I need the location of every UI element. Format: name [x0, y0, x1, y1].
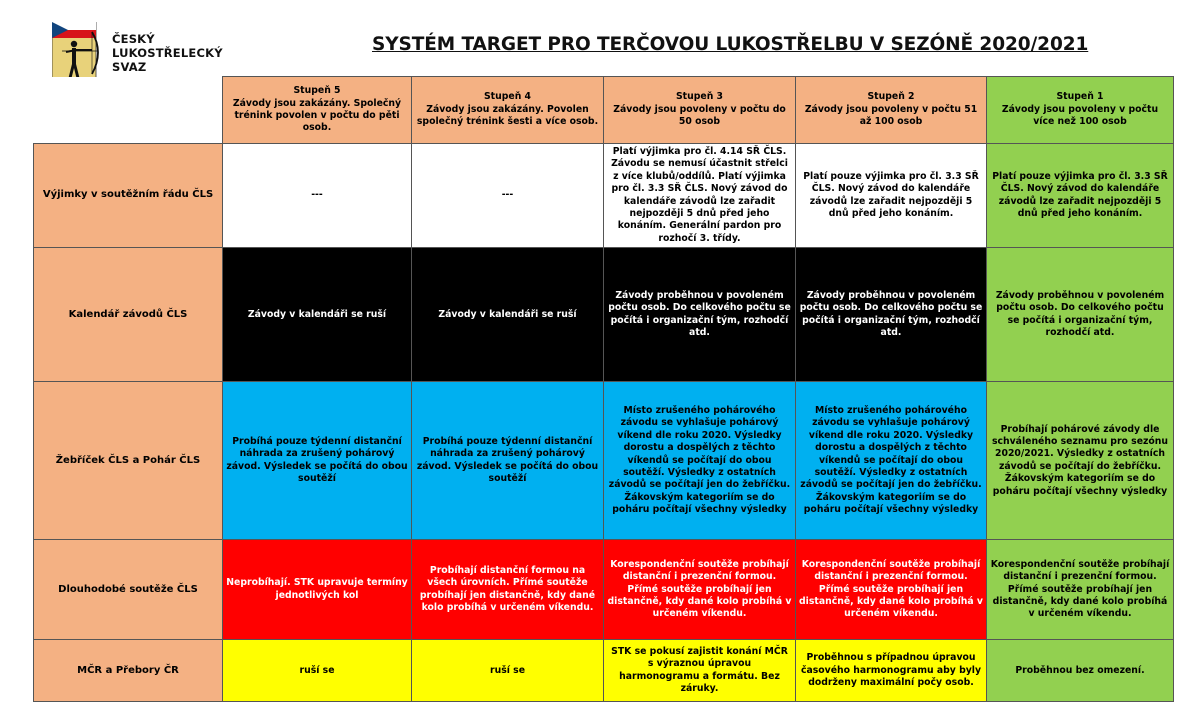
stage-2-header: [796, 77, 987, 144]
cell-champ-stage-2: Proběhnou s případnou úpravou časového harmonogramu aby byly dodrženy maximální počy osob.: [796, 640, 987, 702]
stage-5-header: [223, 77, 412, 144]
target-system-table: [33, 76, 1174, 702]
stage-1-title: Stupeň 1: [1056, 91, 1104, 103]
cell-champ-stage-1: Proběhnou bez omezení.: [987, 640, 1174, 702]
cell-ranking-stage-4: Probíhá pouze týdenní distanční náhrada za zrušený pohárový závod. Výsledek se počítá do obou soutěží: [412, 382, 604, 540]
stage-1-desc: Závody jsou povoleny v počtu více než 100 osob: [1001, 103, 1159, 128]
table-row: [34, 540, 1174, 640]
cell-longterm-stage-2: Korespondenční soutěže probíhají distanční i prezenční formou. Přímé soutěže probíhají jen distančně, kdy dané kolo probíhá v určeném víkendu.: [796, 540, 987, 640]
cell-champ-stage-3: STK se pokusí zajistit konání MČR s výraznou úpravou harmonogramu a formátu. Bez záruky.: [604, 640, 796, 702]
stage-3-desc: Závody jsou povoleny v počtu do 50 osob: [613, 103, 786, 128]
cell-longterm-stage-3: Korespondenční soutěže probíhají distanční i prezenční formou. Přímé soutěže probíhají jen distančně, kdy dané kolo probíhá v určeném víkendu.: [604, 540, 796, 640]
cell-ranking-stage-1: Probíhají pohárové závody dle schváleného seznamu pro sezónu 2020/2021. Výsledky z ostatních závodů se počítají do žebříčku. Žákovským kategoriím se do poháru počítají všechny výsledky: [987, 382, 1174, 540]
page-title: SYSTÉM TARGET PRO TERČOVOU LUKOSTŘELBU V SEZÓNĚ 2020/2021: [372, 34, 1089, 55]
table-row: [34, 382, 1174, 540]
header-row: [34, 77, 1174, 144]
stage-3-header: [604, 77, 796, 144]
cell-calendar-stage-5: Závody v kalendáři se ruší: [223, 248, 412, 382]
row-label-ranking-cup: Žebříček ČLS a Pohár ČLS: [34, 382, 223, 540]
row-label-calendar: Kalendář závodů ČLS: [34, 248, 223, 382]
stage-1-header: [987, 77, 1174, 144]
cell-longterm-stage-4: Probíhají distanční formou na všech úrovních. Přímé soutěže probíhají jen distančně, kdy dané kolo probíhá v určeném víkendu.: [412, 540, 604, 640]
stage-4-header: [412, 77, 604, 144]
cell-longterm-stage-5: Neprobíhají. STK upravuje termíny jednotlivých kol: [223, 540, 412, 640]
table-row: [34, 144, 1174, 248]
row-label-championships: MČR a Přebory ČR: [34, 640, 223, 702]
cell-calendar-stage-3: Závody proběhnou v povoleném počtu osob. Do celkového počtu se počítá i organizační tým, rozhodčí atd.: [604, 248, 796, 382]
cell-exceptions-stage-4: ---: [412, 144, 604, 248]
csls-logo: [52, 22, 112, 84]
cell-calendar-stage-2: Závody proběhnou v povoleném počtu osob. Do celkového počtu se počítá i organizační tým, rozhodčí atd.: [796, 248, 987, 382]
cell-ranking-stage-5: Probíhá pouze týdenní distanční náhrada za zrušený pohárový závod. Výsledek se počítá do obou soutěží: [223, 382, 412, 540]
table-row: [34, 248, 1174, 382]
cell-exceptions-stage-1: Platí pouze výjimka pro čl. 3.3 SŘ ČLS. Nový závod do kalendáře závodů lze zařadit nejpozději 5 dnů před jeho konáním.: [987, 144, 1174, 248]
stage-2-desc: Závody jsou povoleny v počtu 51 až 100 osob: [804, 103, 978, 128]
table-row: [34, 640, 1174, 702]
cell-exceptions-stage-2: Platí pouze výjimka pro čl. 3.3 SŘ ČLS. Nový závod do kalendáře závodů lze zařadit nejpozději 5 dnů před jeho konáním.: [796, 144, 987, 248]
cell-ranking-stage-2: Místo zrušeného pohárového závodu se vyhlašuje pohárový víkend dle roku 2020. Výsledky dorostu a dospělých z těchto víkendů se počítají do obou soutěží. Výsledky z ostatních závodů se počítají jen do žebříčku. Žákovským kategoriím se do poháru počítají všechny výsledky: [796, 382, 987, 540]
cell-champ-stage-5: ruší se: [223, 640, 412, 702]
cell-exceptions-stage-5: ---: [223, 144, 412, 248]
cell-champ-stage-4: ruší se: [412, 640, 604, 702]
org-name-line-2: LUKOSTŘELECKÝ: [112, 46, 223, 60]
row-label-exceptions: Výjimky v soutěžním řádu ČLS: [34, 144, 223, 248]
stage-4-title: Stupeň 4: [483, 91, 532, 103]
cell-ranking-stage-3: Místo zrušeného pohárového závodu se vyhlašuje pohárový víkend dle roku 2020. Výsledky dorostu a dospělých z těchto víkendů se počítají do obou soutěží. Výsledky z ostatních závodů se počítají jen do žebříčku. Žákovským kategoriím se do poháru počítají všechny výsledky: [604, 382, 796, 540]
cell-exceptions-stage-3: Platí výjimka pro čl. 4.14 SŘ ČLS. Závodu se nemusí účastnit střelci z více klubů/oddílů. Platí výjimka pro čl. 3.3 SŘ ČLS. Nový závod do kalendáře závodů lze zařadit nejpozději 5 dnů před jeho konáním. Generální pardon pro rozhočí 3. třídy.: [604, 144, 796, 248]
org-name-line-1: ČESKÝ: [112, 32, 155, 46]
row-label-long-term: Dlouhodobé soutěže ČLS: [34, 540, 223, 640]
org-name-line-3: SVAZ: [112, 60, 147, 74]
stage-4-desc: Závody jsou zakázány. Povolen společný trénink šesti a více osob.: [416, 103, 599, 128]
corner-cell: [34, 77, 223, 144]
cell-longterm-stage-1: Korespondenční soutěže probíhají distanční i prezenční formou. Přímé soutěže probíhají jen distančně, kdy dané kolo probíhá v určeném víkendu.: [987, 540, 1174, 640]
cell-calendar-stage-4: Závody v kalendáři se ruší: [412, 248, 604, 382]
stage-2-title: Stupeň 2: [867, 91, 915, 103]
stage-5-title: Stupeň 5: [293, 85, 341, 97]
cell-calendar-stage-1: Závody proběhnou v povoleném počtu osob. Do celkového počtu se počítá i organizační tým, rozhodčí atd.: [987, 248, 1174, 382]
stage-3-title: Stupeň 3: [675, 91, 724, 103]
org-name: [112, 32, 223, 74]
stage-5-desc: Závody jsou zakázány. Společný trénink povolen v počtu do pěti osob.: [232, 97, 402, 134]
